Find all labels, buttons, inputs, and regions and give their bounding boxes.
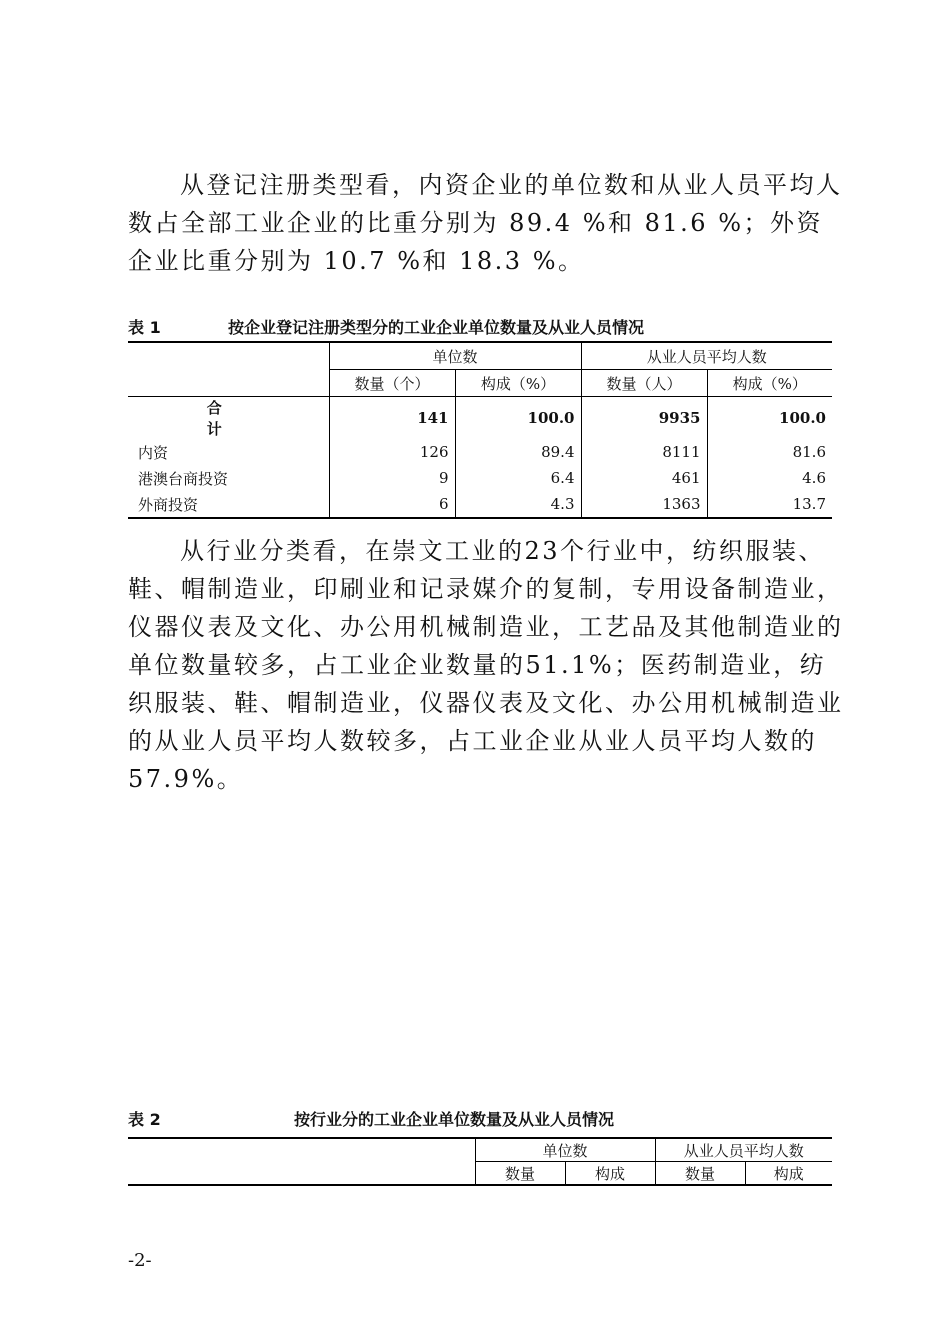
- cell-unit-count: 6: [329, 491, 455, 518]
- subheader-unit-count: 数量: [475, 1162, 565, 1186]
- cell-unit-share: 4.3: [455, 491, 581, 518]
- header-employees: 从业人员平均人数: [655, 1138, 832, 1162]
- cell-unit-share: 89.4: [455, 439, 581, 465]
- subheader-unit-count: 数量（个）: [329, 370, 455, 397]
- cell-employee-share: 13.7: [707, 491, 832, 518]
- table-header-row: [128, 342, 832, 370]
- table-registration-type: [128, 341, 832, 519]
- table-row: [128, 491, 832, 518]
- header-units: 单位数: [329, 342, 581, 370]
- table2-title: 按行业分的工业企业单位数量及从业人员情况: [294, 1110, 615, 1129]
- cell-unit-share: 6.4: [455, 465, 581, 491]
- row-label: 内资: [138, 443, 169, 462]
- table-row: [128, 465, 832, 491]
- table-row: [128, 439, 832, 465]
- subheader-employee-share: 构成（%）: [707, 370, 832, 397]
- subheader-employee-share: 构成: [745, 1162, 832, 1186]
- paragraph-registration-type: 从登记注册类型看，内资企业的单位数和从业人员平均人数占全部工业企业的比重分别为 89.4 %和 81.6 %；外资企业比重分别为 10.7 %和 18.3 %。: [128, 171, 843, 275]
- header-blank: [128, 370, 329, 397]
- table-subheader-row: [128, 1162, 832, 1186]
- header-blank: [128, 1138, 475, 1162]
- table-header-row: [128, 1138, 832, 1162]
- table1-caption: 表 1: [128, 318, 161, 337]
- header-employees: 从业人员平均人数: [581, 342, 832, 370]
- table1-title: 按企业登记注册类型分的工业企业单位数量及从业人员情况: [228, 318, 645, 337]
- subheader-employee-count: 数量（人）: [581, 370, 707, 397]
- cell-employee-count: 461: [581, 465, 707, 491]
- cell-employee-share: 100.0: [707, 397, 832, 440]
- header-blank: [128, 1162, 475, 1186]
- page-number: -2-: [128, 1250, 152, 1271]
- row-label: 港澳台商投资: [138, 469, 229, 488]
- paragraph-industry-type: 从行业分类看，在崇文工业的23个行业中，纺织服装、鞋、帽制造业，印刷业和记录媒介的复制，专用设备制造业，仪器仪表及文化、办公用机械制造业，工艺品及其他制造业的单位数量较多，占工业企业数量的51.1%；医药制造业，纺织服装、鞋、帽制造业，仪器仪表及文化、办公用机械制造业的从业人员平均人数较多，占工业企业从业人员平均人数的57.9%。: [128, 537, 844, 793]
- subheader-unit-share: 构成: [565, 1162, 655, 1186]
- row-label: 外商投资: [138, 495, 199, 514]
- table-subheader-row: [128, 370, 832, 397]
- table2-caption: 表 2: [128, 1110, 161, 1129]
- table-industry: [128, 1137, 832, 1186]
- cell-unit-count: 141: [329, 397, 455, 440]
- table-row-total: [128, 397, 832, 440]
- cell-unit-share: 100.0: [455, 397, 581, 440]
- cell-employee-count: 1363: [581, 491, 707, 518]
- cell-employee-share: 4.6: [707, 465, 832, 491]
- cell-employee-share: 81.6: [707, 439, 832, 465]
- subheader-employee-count: 数量: [655, 1162, 745, 1186]
- cell-employee-count: 8111: [581, 439, 707, 465]
- subheader-unit-share: 构成（%）: [455, 370, 581, 397]
- cell-employee-count: 9935: [581, 397, 707, 440]
- row-label: 合 计: [206, 399, 348, 438]
- header-units: 单位数: [475, 1138, 655, 1162]
- cell-unit-count: 126: [329, 439, 455, 465]
- header-blank: [128, 342, 329, 370]
- cell-unit-count: 9: [329, 465, 455, 491]
